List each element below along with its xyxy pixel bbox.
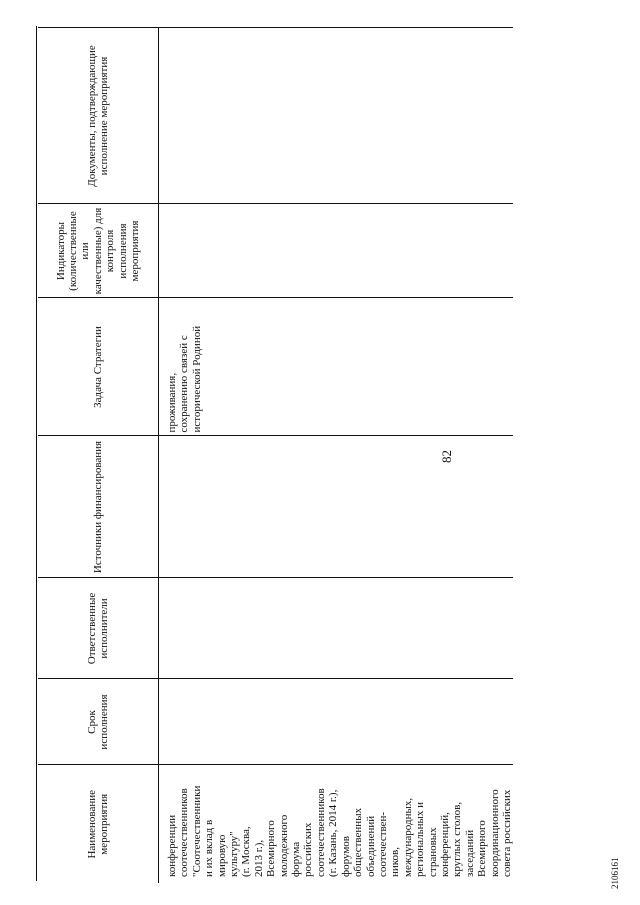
measure-name-line: ников, [389, 846, 402, 877]
measure-name-line: молодежного [277, 814, 290, 877]
table-top-rule [36, 26, 37, 881]
measure-name-line: заседаний [463, 829, 476, 877]
strategy-task-line: сохранению связей с [178, 335, 191, 433]
header-executors: Ответственные исполнители [38, 578, 159, 679]
measure-name-line: (г. Казань, 2014 г.), [327, 789, 340, 877]
page-number: 82 [439, 450, 454, 463]
measure-name-line: конференции [166, 814, 178, 877]
cell-executors [159, 578, 514, 679]
measure-name-line: круглых столов, [451, 801, 464, 877]
header-indicators: Индикаторы (количественные или качественные) для контроля исполнения мероприятия [38, 204, 159, 298]
header-financing: Источники финансирования [38, 436, 159, 578]
measure-name-line: форумов [339, 836, 352, 877]
measure-name-line: объединений [364, 815, 377, 877]
measure-name-line: Всемирного [476, 820, 489, 877]
measure-name-line: "Соотечественники [190, 785, 203, 877]
header-term: Срок исполнения [38, 679, 159, 765]
cell-measure-name [159, 765, 514, 883]
cell-financing [159, 436, 514, 578]
measure-name-line: 2013 г.), [252, 839, 265, 877]
header-documents: Документы, подтверждающие исполнение мероприятия [38, 28, 159, 204]
strategy-task-line: проживания, [166, 372, 178, 433]
cell-term [159, 679, 514, 765]
measure-name-line: Всемирного [265, 820, 278, 877]
measure-name-line: международных, [401, 797, 414, 877]
strategy-task-text [166, 302, 203, 433]
cell-indicators [159, 204, 514, 298]
measure-name-line: мировую [215, 834, 228, 877]
table-header-row [38, 28, 159, 883]
strategy-task-line: исторической Родиной [190, 325, 203, 433]
measure-name-line: культуру" [228, 831, 241, 877]
measures-table [38, 28, 513, 884]
measure-name-line: совета российских [500, 789, 513, 877]
header-measure-name: Наименование мероприятия [38, 765, 159, 883]
measure-name-line: соотечественников [178, 788, 191, 877]
header-strategy-task: Задача Стратегии [38, 298, 159, 436]
measure-name-line: региональных и [414, 801, 427, 877]
measure-name-line: и их вклад в [203, 819, 216, 877]
measure-name-line: конференций, [438, 812, 451, 877]
measure-name-line: форума [290, 841, 303, 877]
measure-name-line: соотечествен- [376, 811, 389, 877]
cell-strategy-task [159, 298, 514, 436]
measure-name-line: соотечественников [314, 788, 327, 877]
table-row [159, 28, 514, 883]
measure-name-text [166, 769, 513, 878]
measure-name-line: российских [302, 822, 315, 877]
document-code: 2106161 [610, 857, 620, 889]
measure-name-line: страновых [426, 827, 439, 877]
measure-name-line: (г. Москва, [240, 826, 253, 877]
measure-name-line: общественных [352, 807, 365, 877]
cell-documents [159, 28, 514, 204]
measure-name-line: координационного [488, 789, 501, 877]
